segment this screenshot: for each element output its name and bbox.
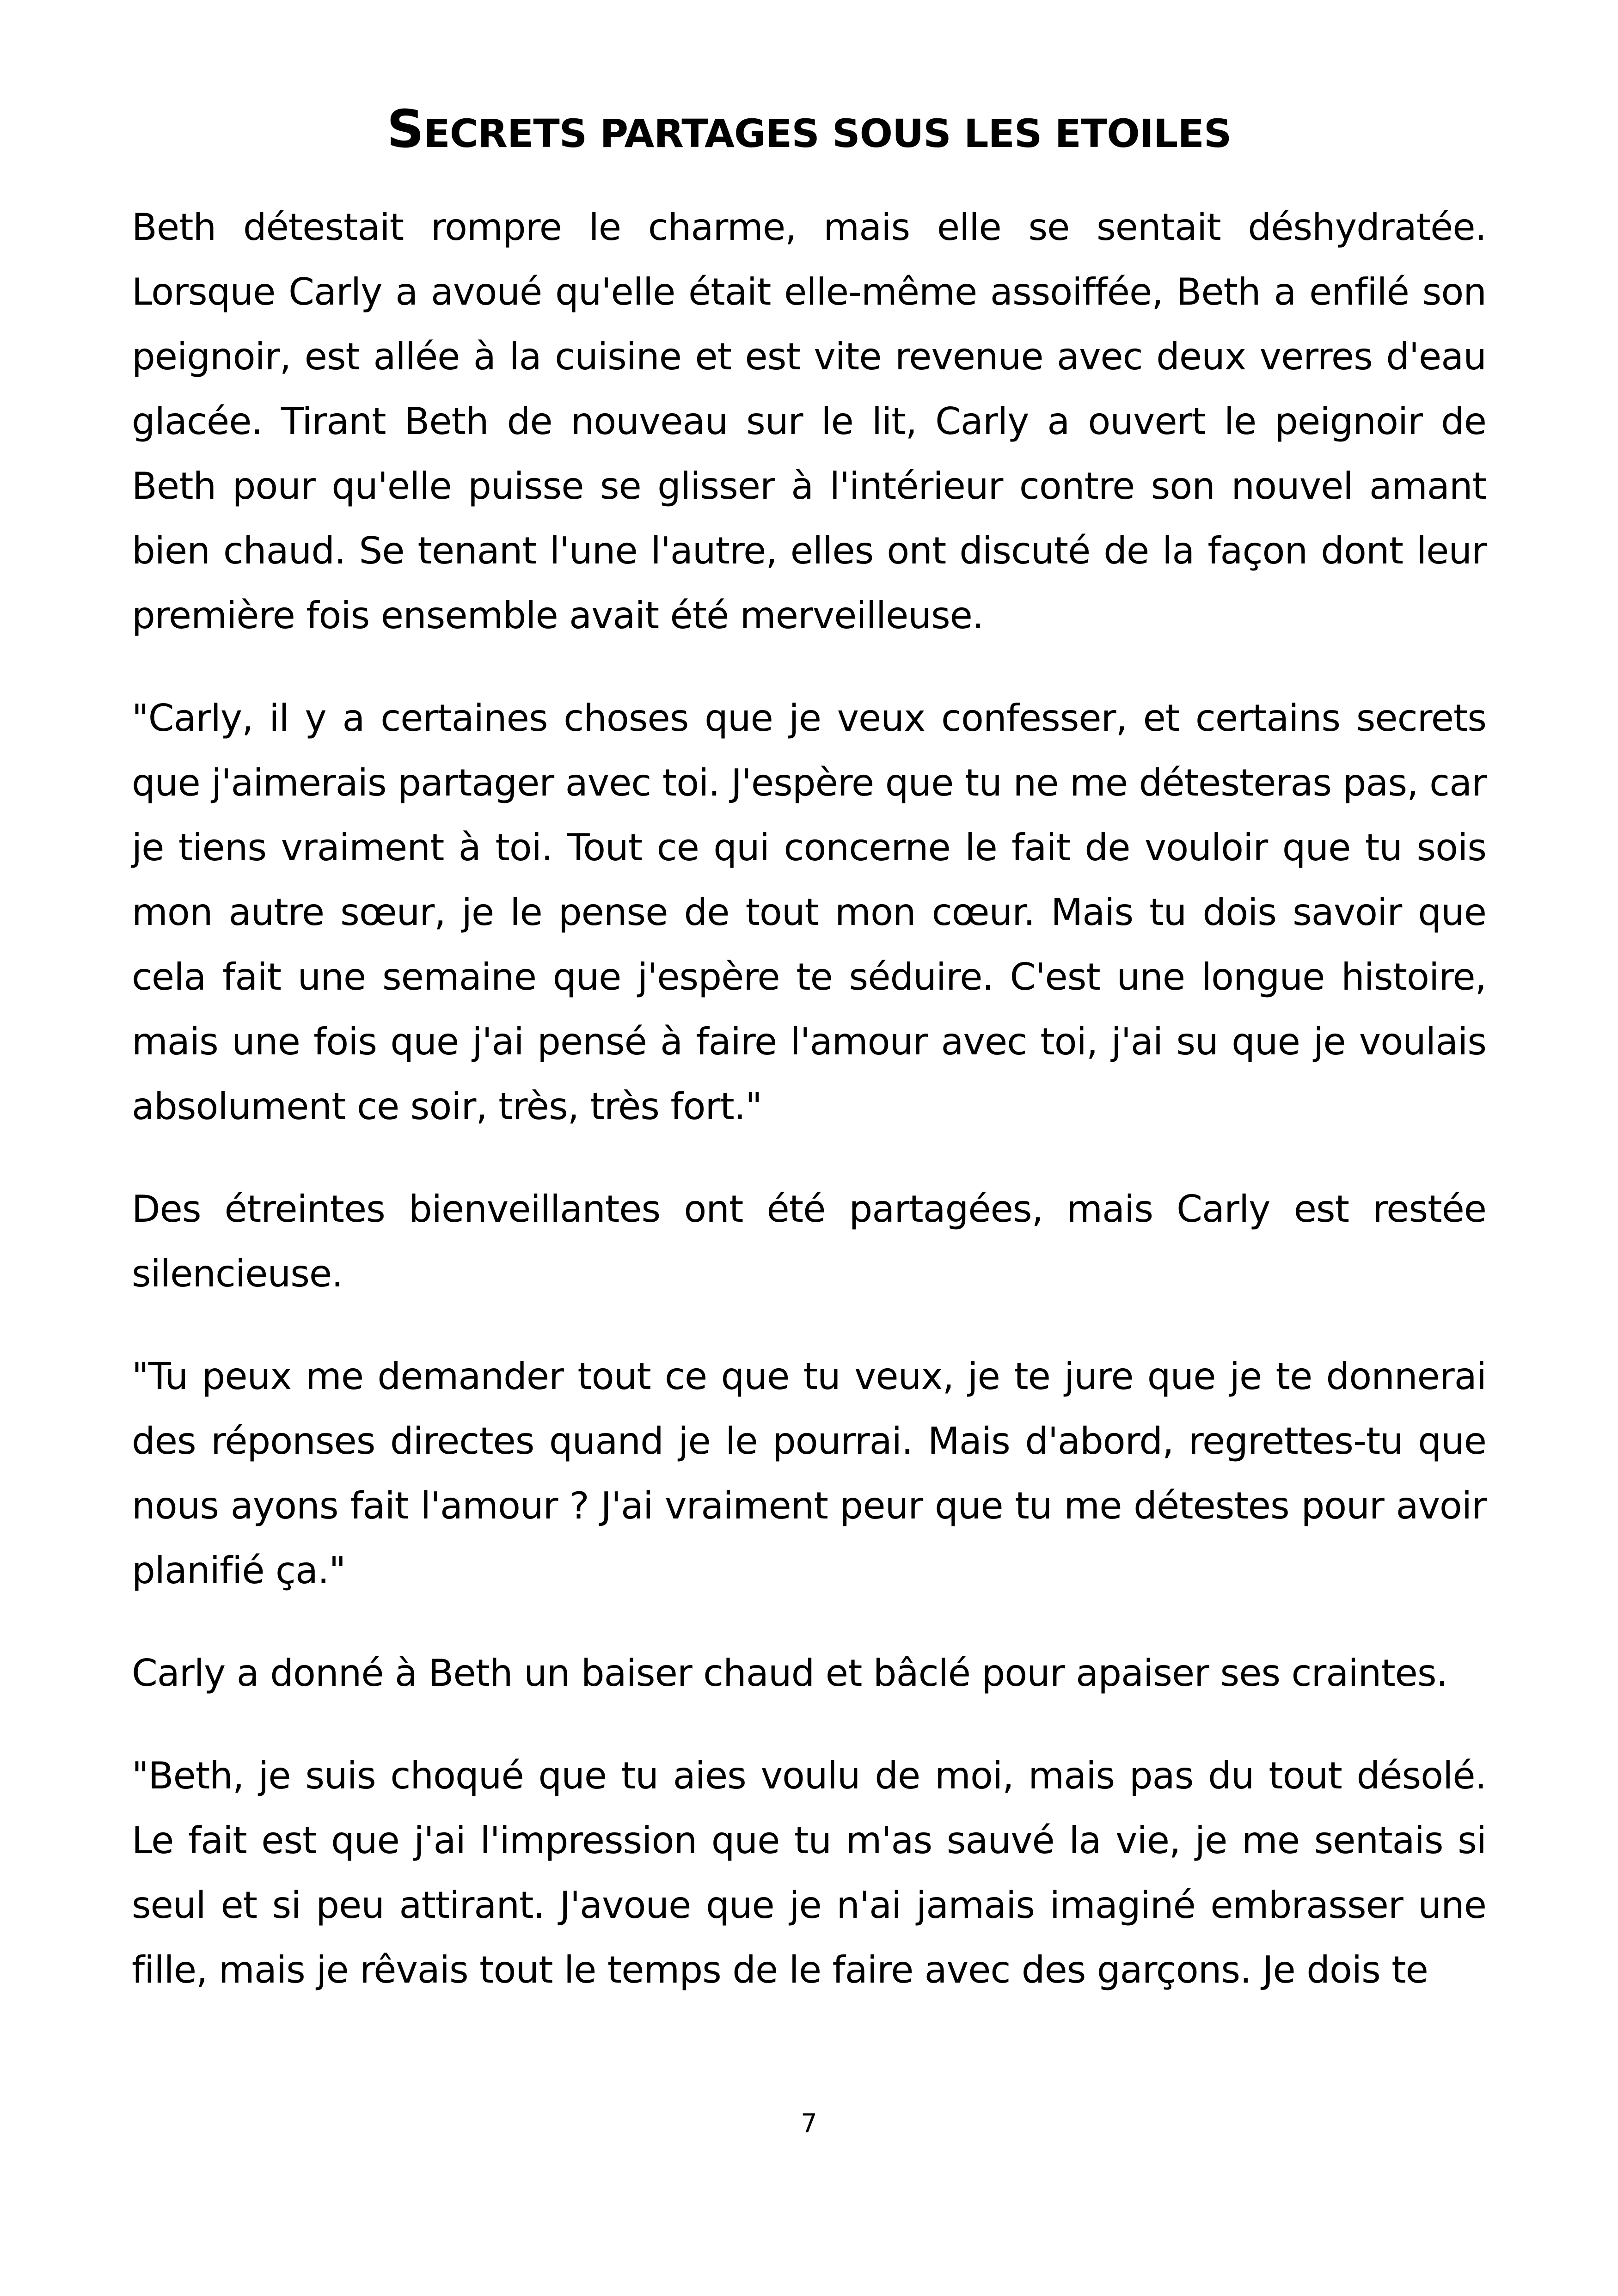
paragraph: "Tu peux me demander tout ce que tu veux, je te jure que je te donnerai des réponses directes quand je le pourrai. Mais d'abord, regrettes-tu que nous ayons fait l'amour ? J'ai vraiment peur que tu me détestes pour avoir planifié ça.": [132, 1355, 1486, 1592]
paragraph: "Carly, il y a certaines choses que je veux confesser, et certains secrets que j'aimerais partager avec toi. J'espère que tu ne me détesteras pas, car je tiens vraiment à toi. Tout ce qui concerne le fait de vouloir que tu sois mon autre sœur, je le pense de tout mon cœur. Mais tu dois savoir que cela fait une semaine que j'espère te séduire. C'est une longue histoire, mais une fois que j'ai pensé à faire l'amour avec toi, j'ai su que je voulais absolument ce soir, très, très fort.": [132, 697, 1486, 1128]
page-number: 7: [801, 2109, 817, 2139]
chapter-title: [132, 99, 1486, 164]
paragraph: Des étreintes bienveillantes ont été partagées, mais Carly est restée silencieuse.: [132, 1188, 1486, 1295]
body-text: [132, 195, 1486, 2040]
paragraph: Beth détestait rompre le charme, mais elle se sentait déshydratée. Lorsque Carly a avoué qu'elle était elle-même assoiffée, Beth a enfilé son peignoir, est allée à la cuisine et est vite revenue avec deux verres d'eau glacée. Tirant Beth de nouveau sur le lit, Carly a ouvert le peignoir de Beth pour qu'elle puisse se glisser à l'intérieur contre son nouvel amant bien chaud. Se tenant l'une l'autre, elles ont discuté de la façon dont leur première fois ensemble avait été merveilleuse.: [132, 206, 1486, 637]
paragraph: "Beth, je suis choqué que tu aies voulu de moi, mais pas du tout désolé. Le fait est que j'ai l'impression que tu m'as sauvé la vie, je me sentais si seul et si peu attirant. J'avoue que je n'ai jamais imaginé embrasser une fille, mais je rêvais tout le temps de le faire avec des garçons. Je dois te: [132, 1754, 1486, 1991]
chapter-title-initial: S: [386, 99, 424, 159]
paragraph: Carly a donné à Beth un baiser chaud et bâclé pour apaiser ses craintes.: [132, 1652, 1448, 1695]
chapter-title-rest: ECRETS PARTAGES SOUS LES ETOILES: [423, 111, 1232, 156]
